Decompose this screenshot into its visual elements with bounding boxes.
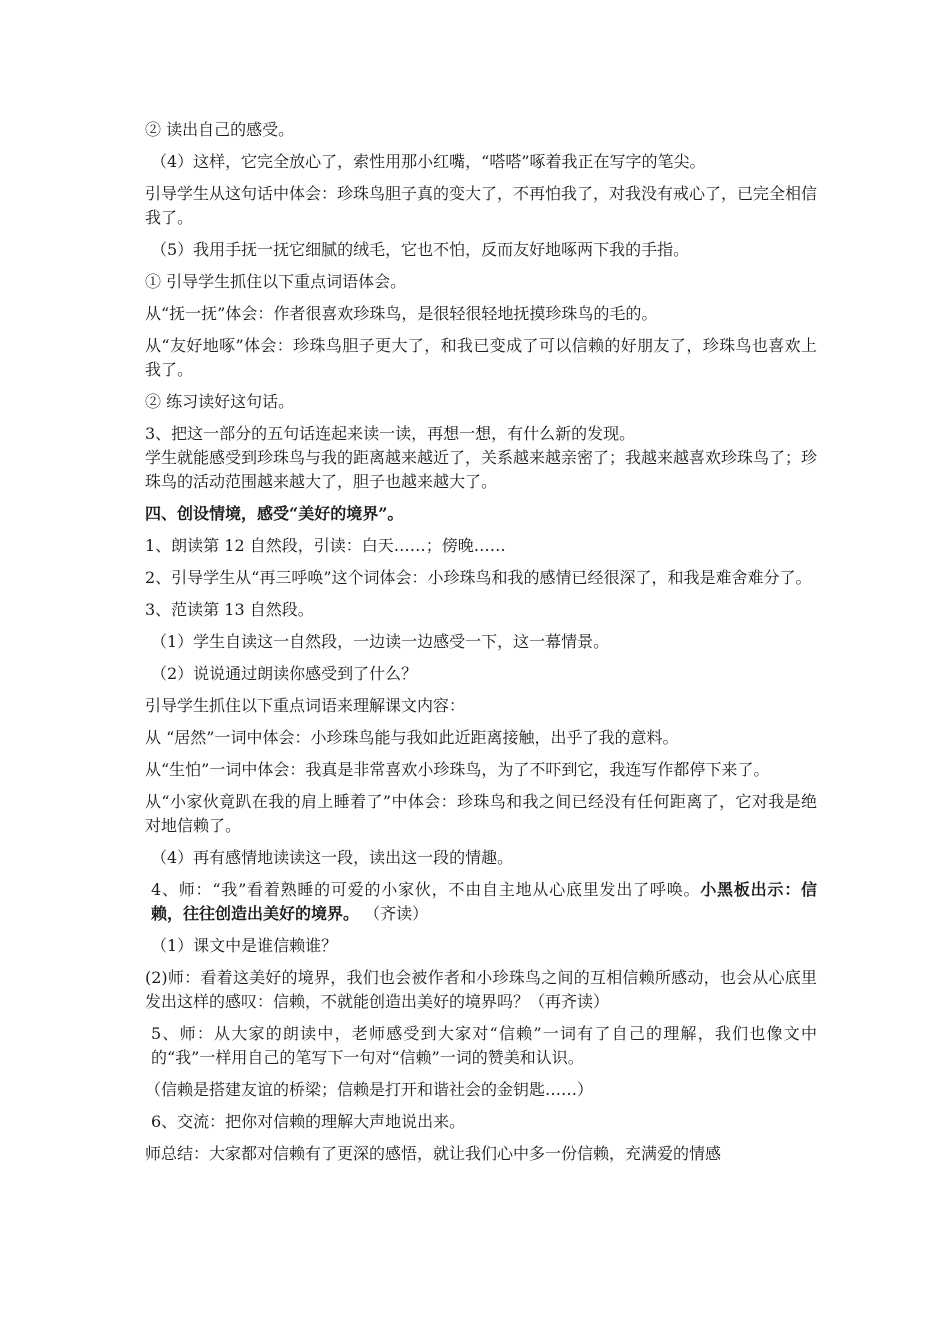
paragraph-text: （2）说说通过朗读你感受到了什么？ xyxy=(151,664,418,683)
section-heading xyxy=(145,502,817,526)
paragraph xyxy=(145,846,817,870)
paragraph-text: 从“生怕”一词中体会：我真是非常喜欢小珍珠鸟，为了不吓到它，我连写作都停下来了。 xyxy=(145,760,770,779)
paragraph xyxy=(145,694,817,718)
paragraph xyxy=(145,726,817,750)
paragraph xyxy=(145,270,817,294)
bold-text: 小黑板出示：信赖，往往创造出美好的境界。 xyxy=(151,880,817,923)
paragraph xyxy=(145,1078,817,1102)
paragraph-text: 学生就能感受到珍珠鸟与我的距离越来越近了，关系越来越亲密了；我越来越喜欢珍珠鸟了；珍珠鸟的活动范围越来越大了，胆子也越来越大了。 xyxy=(145,448,818,491)
document-page xyxy=(145,118,817,1166)
paragraph xyxy=(145,118,817,142)
bold-text: 四、创设情境，感受“美好的境界”。 xyxy=(145,504,404,523)
paragraph xyxy=(145,1022,817,1070)
paragraph-text: （1）课文中是谁信赖谁？ xyxy=(151,936,338,955)
paragraph xyxy=(145,446,817,494)
paragraph-text: （齐读） xyxy=(359,904,429,923)
paragraph-text: 4、师：“我”看着熟睡的可爱的小家伙，不由自主地从心底里发出了呼唤。 xyxy=(151,880,701,899)
paragraph xyxy=(145,334,817,382)
paragraph xyxy=(145,566,817,590)
paragraph-text: 引导学生抓住以下重点词语来理解课文内容： xyxy=(145,696,466,715)
paragraph-text: （1）学生自读这一自然段，一边读一边感受一下，这一幕情景。 xyxy=(151,632,610,651)
paragraph-text: ① 引导学生抓住以下重点词语体会。 xyxy=(145,272,407,291)
paragraph xyxy=(145,150,817,174)
paragraph-text: 3、范读第 13 自然段。 xyxy=(145,600,314,619)
paragraph xyxy=(145,182,817,230)
paragraph-text: 师总结：大家都对信赖有了更深的感悟，就让我们心中多一份信赖，充满爱的情感 xyxy=(145,1144,722,1163)
paragraph xyxy=(145,238,817,262)
paragraph-text: 6、交流：把你对信赖的理解大声地说出来。 xyxy=(151,1112,466,1131)
paragraph-text: （信赖是搭建友谊的桥梁；信赖是打开和谐社会的金钥匙……） xyxy=(145,1080,594,1099)
paragraph-text: 从 “居然”一词中体会：小珍珠鸟能与我如此近距离接触，出乎了我的意料。 xyxy=(145,728,679,747)
paragraph xyxy=(145,934,817,958)
paragraph-text: 3、把这一部分的五句话连起来读一读，再想一想，有什么新的发现。 xyxy=(145,424,636,443)
paragraph-text: ② 练习读好这句话。 xyxy=(145,392,295,411)
paragraph-text: （4）这样，它完全放心了，索性用那小红嘴，“嗒嗒”啄着我正在写字的笔尖。 xyxy=(151,152,706,171)
paragraph-text: （4）再有感情地读读这一段，读出这一段的情趣。 xyxy=(151,848,514,867)
paragraph-text: (2)师：看着这美好的境界，我们也会被作者和小珍珠鸟之间的互相信赖所感动，也会从心底里发出这样的感叹：信赖，不就能创造出美好的境界吗？（再齐读） xyxy=(145,968,817,1011)
paragraph xyxy=(145,598,817,622)
paragraph-text: （5）我用手抚一抚它细腻的绒毛，它也不怕，反而友好地啄两下我的手指。 xyxy=(151,240,690,259)
paragraph xyxy=(145,878,817,926)
paragraph xyxy=(145,630,817,654)
paragraph-text: 1、朗读第 12 自然段，引读：白天……；傍晚…… xyxy=(145,536,506,555)
paragraph-text: 2、引导学生从“再三呼唤”这个词体会：小珍珠鸟和我的感情已经很深了，和我是难舍难分了。 xyxy=(145,568,812,587)
paragraph-text: 从“小家伙竟趴在我的肩上睡着了”中体会：珍珠鸟和我之间已经没有任何距离了，它对我是绝对地信赖了。 xyxy=(145,792,817,835)
paragraph xyxy=(145,758,817,782)
paragraph xyxy=(145,422,817,446)
paragraph-text: 5、师：从大家的朗读中，老师感受到大家对“信赖”一词有了自己的理解，我们也像文中的“我”一样用自己的笔写下一句对“信赖”一词的赞美和认识。 xyxy=(151,1024,817,1067)
paragraph xyxy=(145,1110,817,1134)
paragraph xyxy=(145,662,817,686)
paragraph xyxy=(145,966,817,1014)
paragraph xyxy=(145,790,817,838)
paragraph xyxy=(145,302,817,326)
paragraph-text: 从“友好地啄”体会：珍珠鸟胆子更大了，和我已变成了可以信赖的好朋友了，珍珠鸟也喜欢上我了。 xyxy=(145,336,817,379)
paragraph-text: 引导学生从这句话中体会：珍珠鸟胆子真的变大了，不再怕我了，对我没有戒心了，已完全相信我了。 xyxy=(145,184,818,227)
paragraph xyxy=(145,1142,817,1166)
paragraph-text: 从“抚一抚”体会：作者很喜欢珍珠鸟，是很轻很轻地抚摸珍珠鸟的毛的。 xyxy=(145,304,658,323)
paragraph xyxy=(145,534,817,558)
paragraph xyxy=(145,390,817,414)
paragraph-text: ② 读出自己的感受。 xyxy=(145,120,295,139)
